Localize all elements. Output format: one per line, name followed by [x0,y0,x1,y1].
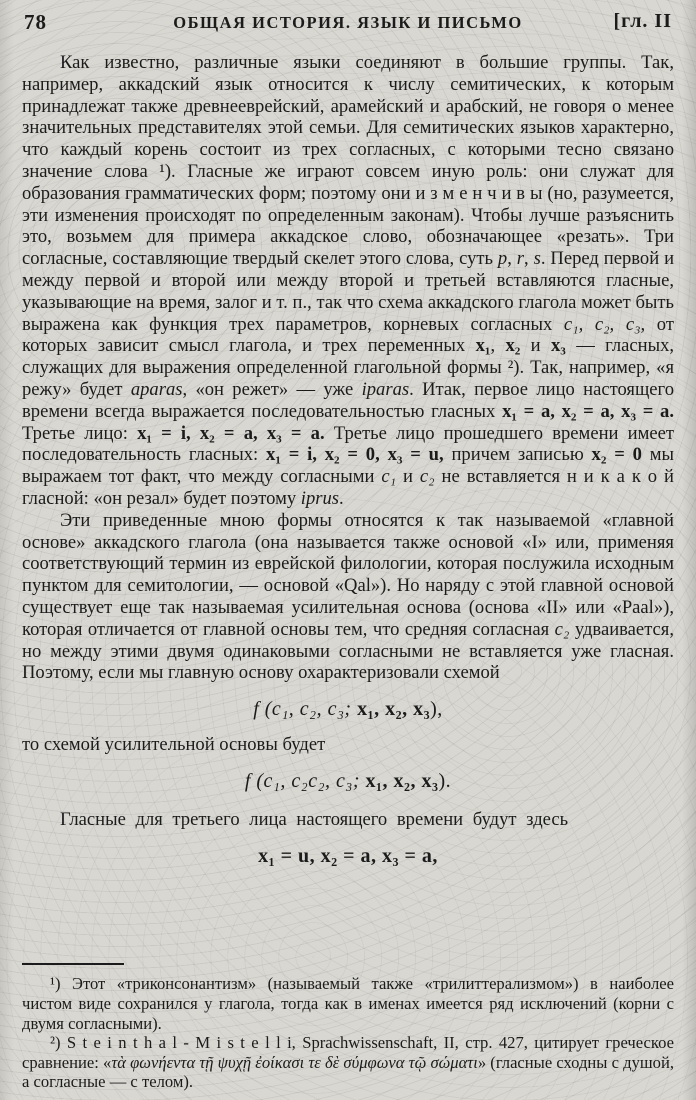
page-number: 78 [24,10,47,34]
footnote-2: ²) S t e i n t h a l - M i s t e l l i, Sprachwissenschaft, II, стр. 427, цитирует греческое сравнение: «τὰ φωνήεντα τῇ ψυχῇ ἐοίκασι τε δὲ σύμφωνα τῷ σώματι» (гласные сходны с душой, а согласные — с телом). [22,1033,674,1092]
footnotes [22,963,674,1092]
body-text [22,52,674,970]
paragraph-1: Как известно, различные языки соединяют в большие группы. Так, например, аккадский язык относится к числу семитических, к которым принадлежат также древнееврейский, арамейский и арабский, не говоря о менее значительных представителях этой семьи. Для семитических языков характерно, что каждый корень состоит из трех согласных, с которыми тесно связано значение слова ¹). Гласные же играют совсем иную роль: они служат для образования грамматических форм; поэтому они и з м е н ч и в ы (но, разумеется, эти изменения происходят по определенным законам). Чтобы лучше разъяснить это, возьмем для примера аккадское слово, обозначающее «резать». Три согласные, составляющие твердый скелет этого слова, суть p, r, s. Перед первой и между первой и второй или между второй и третьей вставляются гласные, указывающие на время, залог и т. п., так что схема аккадского глагола может быть выражена как функция трех параметров, корневых согласных c₁, c₂, c₃, от которых зависит смысл глагола, и трех переменных x₁, x₂ и x₃ — гласных, служащих для выражения определенной глагольной формы ²). Так, например, «я режу» будет aparas, «он режет» — уже iparas. Итак, первое лицо настоящего времени всегда выражается последовательностью гласных x₁ = a, x₂ = a, x₃ = a. Третье лицо: x₁ = i, x₂ = a, x₃ = a. Третье лицо прошедшего времени имеет последовательность гласных: x₁ = i, x₂ = 0, x₃ = u, причем записью x₂ = 0 мы выражаем тот факт, что между согласными c₁ и c₂ не вставляется н и к а к о й гласной: «он резал» будет поэтому iprus. [22,52,674,509]
page-header [22,10,674,36]
formula-main-stem: f (c₁, c₂, c₃; x₁, x₂, x₃), [253,698,443,721]
paragraph-4: Гласные для третьего лица настоящего времени будут здесь [60,808,569,830]
formula-vowels: x₁ = u, x₂ = a, x₃ = a, [258,844,438,867]
footnote-1: ¹) Этот «триконсонантизм» (называемый также «трилиттерализмом») в наиболее чистом виде сохранился у глагола, тогда как в именах имеется ряд исключений (корни с двумя согласными). [22,974,674,1033]
paragraph-3: то схемой усилительной основы будет [22,734,326,756]
running-title: ОБЩАЯ ИСТОРИЯ. ЯЗЫК И ПИСЬМО [173,13,523,32]
chapter-label: [гл. II [613,10,672,32]
footnote-separator [22,963,124,966]
formula-intensive-stem: f (c₁, c₂c₂, c₃; x₁, x₂, x₃). [244,769,452,792]
paragraph-2: Эти приведенные мною формы относятся к так называемой «главной основе» аккадского глагола (она называется также основой «I» или, применяя соответствующий термин из еврейской филологии, которая послужила исходным пунктом для семитологии, — основой «Qal»). Но наряду с этой главной основой существует еще так называемая усилительная основа (основа «II» или «Paal»), которая отличается от главной основы тем, что средняя согласная c₂ удваивается, но между этими двумя одинаковыми согласными не вставляется уже гласная. Поэтому, если мы главную основу охарактеризовали схемой [22,509,674,684]
